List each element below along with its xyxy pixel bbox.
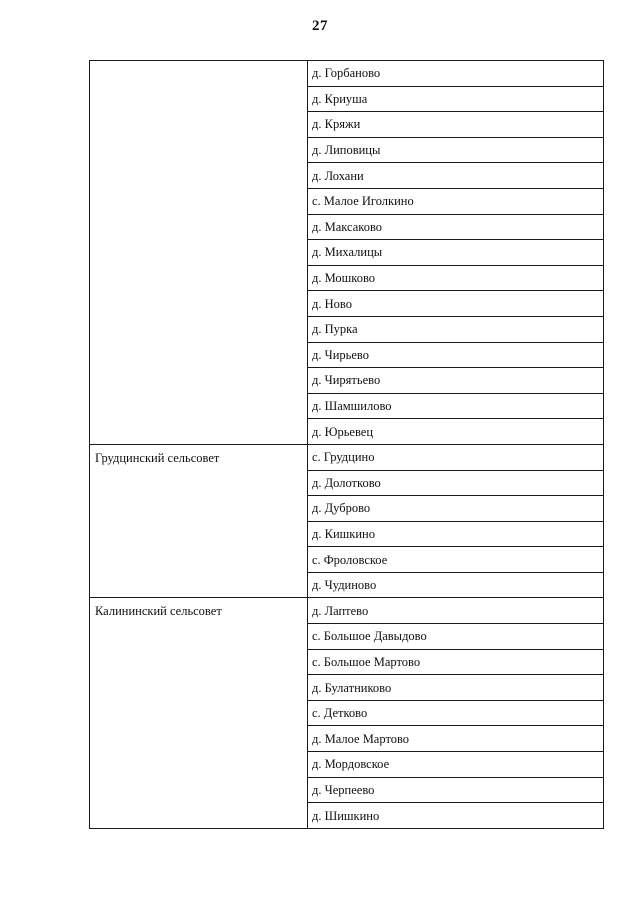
settlement-cell: д. Долотково: [308, 470, 604, 496]
table-row: [90, 61, 604, 87]
settlement-cell: с. Большое Давыдово: [308, 624, 604, 650]
settlement-cell: д. Чирьево: [308, 342, 604, 368]
settlement-cell: д. Булатниково: [308, 675, 604, 701]
settlement-cell: д. Шамшилово: [308, 393, 604, 419]
council-name-cell: [90, 61, 308, 445]
settlement-cell: д. Максаково: [308, 214, 604, 240]
page-number: 27: [312, 18, 328, 34]
settlements-table: [89, 60, 604, 829]
settlement-cell: д. Кряжи: [308, 112, 604, 138]
settlement-cell: с. Детково: [308, 700, 604, 726]
settlement-cell: д. Горбаново: [308, 61, 604, 87]
table-row: [90, 444, 604, 470]
settlement-cell: с. Грудцино: [308, 444, 604, 470]
table-row: [90, 598, 604, 624]
settlement-cell: с. Большое Мартово: [308, 649, 604, 675]
settlements-table-body: [90, 61, 604, 829]
settlement-cell: д. Михалицы: [308, 240, 604, 266]
settlement-cell: д. Юрьевец: [308, 419, 604, 445]
settlement-cell: д. Пурка: [308, 316, 604, 342]
settlement-cell: д. Липовицы: [308, 137, 604, 163]
settlement-cell: д. Криуша: [308, 86, 604, 112]
settlement-cell: д. Шишкино: [308, 803, 604, 829]
settlement-cell: д. Мошково: [308, 265, 604, 291]
settlement-cell: с. Фроловское: [308, 547, 604, 573]
settlement-cell: д. Чирятьево: [308, 368, 604, 394]
settlement-cell: д. Лаптево: [308, 598, 604, 624]
settlement-cell: с. Малое Иголкино: [308, 188, 604, 214]
council-name-cell: Грудцинский сельсовет: [90, 444, 308, 598]
settlement-cell: д. Мордовское: [308, 752, 604, 778]
settlement-cell: д. Дуброво: [308, 496, 604, 522]
council-name-cell: Калининский сельсовет: [90, 598, 308, 828]
settlement-cell: д. Чудиново: [308, 572, 604, 598]
settlement-cell: д. Лохани: [308, 163, 604, 189]
settlement-cell: д. Черпеево: [308, 777, 604, 803]
settlement-cell: д. Кишкино: [308, 521, 604, 547]
settlement-cell: д. Малое Мартово: [308, 726, 604, 752]
settlement-cell: д. Ново: [308, 291, 604, 317]
